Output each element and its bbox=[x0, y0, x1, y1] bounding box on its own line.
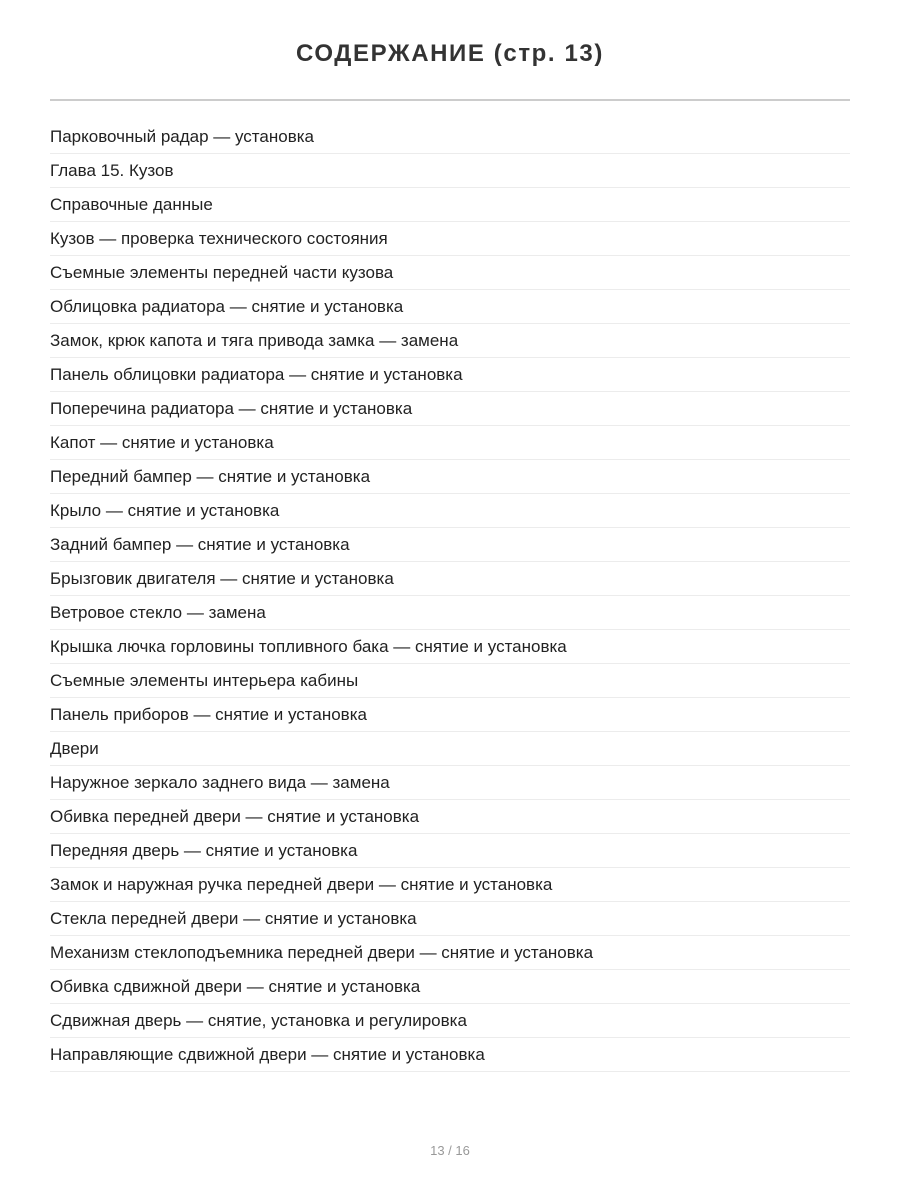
toc-item[interactable] bbox=[50, 494, 850, 528]
toc-item[interactable] bbox=[50, 188, 850, 222]
toc-item[interactable] bbox=[50, 290, 850, 324]
toc-item[interactable] bbox=[50, 732, 850, 766]
toc-item-label: Справочные данные bbox=[50, 194, 213, 214]
toc-item-label: Наружное зеркало заднего вида — замена bbox=[50, 772, 390, 792]
toc-item-label: Обивка передней двери — снятие и установка bbox=[50, 806, 420, 826]
toc-item[interactable] bbox=[50, 154, 850, 188]
toc-item-label: Кузов — проверка технического состояния bbox=[50, 228, 388, 248]
toc-item-label: Задний бампер — снятие и установка bbox=[50, 534, 350, 554]
toc-item-label: Сдвижная дверь — снятие, установка и регулировка bbox=[50, 1010, 467, 1030]
toc-item-label: Стекла передней двери — снятие и установка bbox=[50, 908, 417, 928]
toc-item[interactable] bbox=[50, 392, 850, 426]
toc-item[interactable] bbox=[50, 120, 850, 154]
toc-item-label: Ветровое стекло — замена bbox=[50, 602, 266, 622]
toc-item[interactable] bbox=[50, 358, 850, 392]
toc-item-label: Глава 15. Кузов bbox=[50, 160, 174, 180]
toc-item-label: Панель облицовки радиатора — снятие и установка bbox=[50, 364, 463, 384]
toc-item[interactable] bbox=[50, 426, 850, 460]
toc-item-label: Съемные элементы передней части кузова bbox=[50, 262, 394, 282]
toc-item-label: Передняя дверь — снятие и установка bbox=[50, 840, 358, 860]
toc-item-label: Передний бампер — снятие и установка bbox=[50, 466, 371, 486]
toc-item[interactable] bbox=[50, 868, 850, 902]
toc-item[interactable] bbox=[50, 562, 850, 596]
toc-item[interactable] bbox=[50, 596, 850, 630]
toc-item-label: Крышка лючка горловины топливного бака — снятие и установка bbox=[50, 636, 567, 656]
toc-item-label: Механизм стеклоподъемника передней двери — снятие и установка bbox=[50, 942, 594, 962]
toc-item[interactable] bbox=[50, 664, 850, 698]
toc-item-label: Брызговик двигателя — снятие и установка bbox=[50, 568, 394, 588]
toc-item[interactable] bbox=[50, 970, 850, 1004]
toc-item-label: Капот — снятие и установка bbox=[50, 432, 274, 452]
toc-item[interactable] bbox=[50, 1004, 850, 1038]
toc-item[interactable] bbox=[50, 630, 850, 664]
toc-item-label: Замок и наружная ручка передней двери — снятие и установка bbox=[50, 874, 553, 894]
toc-item-label: Двери bbox=[50, 738, 99, 758]
table-of-contents bbox=[50, 120, 850, 1072]
toc-item-label: Облицовка радиатора — снятие и установка bbox=[50, 296, 404, 316]
toc-item-label: Крыло — снятие и установка bbox=[50, 500, 280, 520]
page-indicator: 13 / 16 bbox=[430, 1143, 470, 1158]
toc-item-label: Обивка сдвижной двери — снятие и установка bbox=[50, 976, 421, 996]
toc-item[interactable] bbox=[50, 460, 850, 494]
toc-item-label: Направляющие сдвижной двери — снятие и установка bbox=[50, 1044, 485, 1064]
toc-item[interactable] bbox=[50, 256, 850, 290]
toc-item-label: Поперечина радиатора — снятие и установка bbox=[50, 398, 413, 418]
toc-item[interactable] bbox=[50, 222, 850, 256]
toc-item[interactable] bbox=[50, 766, 850, 800]
page-header bbox=[50, 0, 850, 101]
toc-item[interactable] bbox=[50, 800, 850, 834]
toc-item[interactable] bbox=[50, 834, 850, 868]
page-title: СОДЕРЖАНИЕ (стр. 13) bbox=[296, 40, 604, 67]
toc-item[interactable] bbox=[50, 936, 850, 970]
toc-item-label: Замок, крюк капота и тяга привода замка — замена bbox=[50, 330, 459, 350]
toc-item[interactable] bbox=[50, 902, 850, 936]
toc-item-label: Панель приборов — снятие и установка bbox=[50, 704, 367, 724]
toc-item[interactable] bbox=[50, 1038, 850, 1072]
toc-item[interactable] bbox=[50, 528, 850, 562]
toc-item[interactable] bbox=[50, 698, 850, 732]
toc-item[interactable] bbox=[50, 324, 850, 358]
toc-item-label: Съемные элементы интерьера кабины bbox=[50, 670, 359, 690]
toc-item-label: Парковочный радар — установка bbox=[50, 126, 314, 146]
